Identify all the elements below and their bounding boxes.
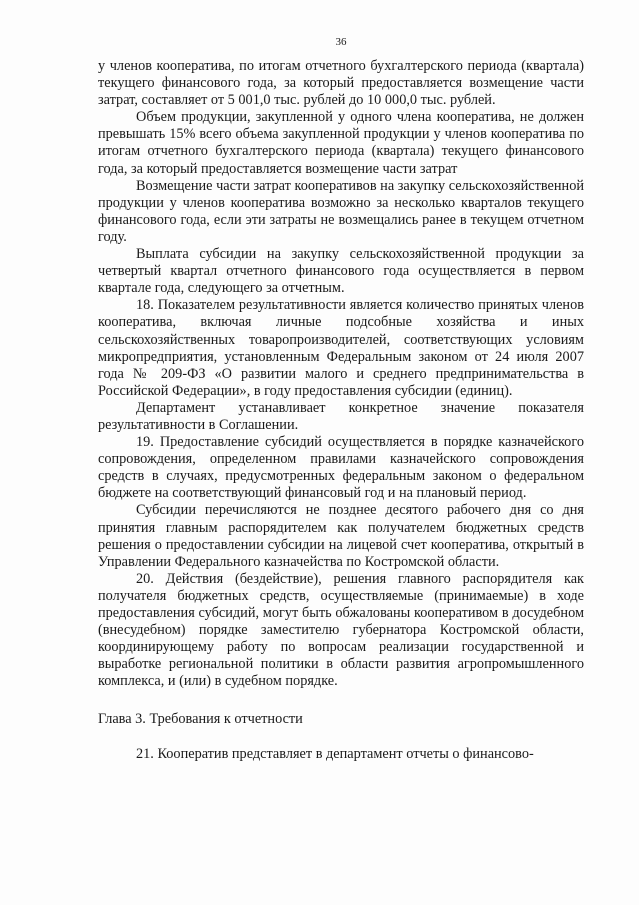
chapter-heading: Глава 3. Требования к отчетности xyxy=(98,711,303,728)
paragraph: Возмещение части затрат кооперативов на закупку сельскохозяйственной продукции у членов кооператива возможно за несколько кварталов текущего финансового года, если эти затраты не возмещались ранее в текущем отчетном году. xyxy=(98,177,584,245)
paragraph-item-21: 21. Кооператив представляет в департамент отчеты о финансово- xyxy=(136,745,534,762)
paragraph: Субсидии перечисляются не позднее десятого рабочего дня со дня принятия главным распорядителем как получателем бюджетных средств решения о предоставлении субсидии на лицевой счет кооператива, открытый в Управлении Федерального казначейства по Костромской области. xyxy=(98,502,584,570)
document-body xyxy=(98,58,584,763)
paragraph: Объем продукции, закупленной у одного члена кооператива, не должен превышать 15% всего объема закупленной продукции у членов кооператива по итогам отчетного бухгалтерского периода (квартала) текущего финансового года, за который предоставляется возмещение части затрат xyxy=(98,109,584,177)
paragraph: Департамент устанавливает конкретное значение показателя результативности в Соглашении. xyxy=(98,399,584,433)
paragraph-item-18: 18. Показателем результативности является количество принятых членов кооператива, включая личные подсобные хозяйства и иных сельскохозяйственных товаропроизводителей, соответствующих условиям микропредприятия, установленным Федеральным законом от 24 июля 2007 года № 209-ФЗ «О развитии малого и среднего предпринимательства в Российской Федерации», в году предоставления субсидии (единиц). xyxy=(98,297,584,399)
paragraph: Выплата субсидии на закупку сельскохозяйственной продукции за четвертый квартал отчетного финансового года осуществляется в первом квартале года, следующего за отчетным. xyxy=(98,246,584,297)
paragraph-continuation: у членов кооператива, по итогам отчетного бухгалтерского периода (квартала) текущего финансового года, за который предоставляется возмещение части затрат, составляет от 5 001,0 тыс. рублей до 10 000,0 тыс. рублей. xyxy=(98,58,584,109)
paragraph-item-20: 20. Действия (бездействие), решения главного распорядителя как получателя бюджетных средств, осуществляемые (принимаемые) в ходе предоставления субсидий, могут быть обжалованы кооперативом в досудебном (внесудебном) порядке заместителю губернатора Костромской области, координирующему работу по вопросам реализации государственной и выработке региональной политики в области развития агропромышленного комплекса, и (или) в судебном порядке. xyxy=(98,570,584,690)
page-number: 36 xyxy=(335,36,347,48)
paragraph-item-19: 19. Предоставление субсидий осуществляется в порядке казначейского сопровождения, определенном правилами казначейского сопровождения средств в случаях, предусмотренных федеральным законом о федеральном бюджете на соответствующий финансовый год и на плановый период. xyxy=(98,434,584,502)
